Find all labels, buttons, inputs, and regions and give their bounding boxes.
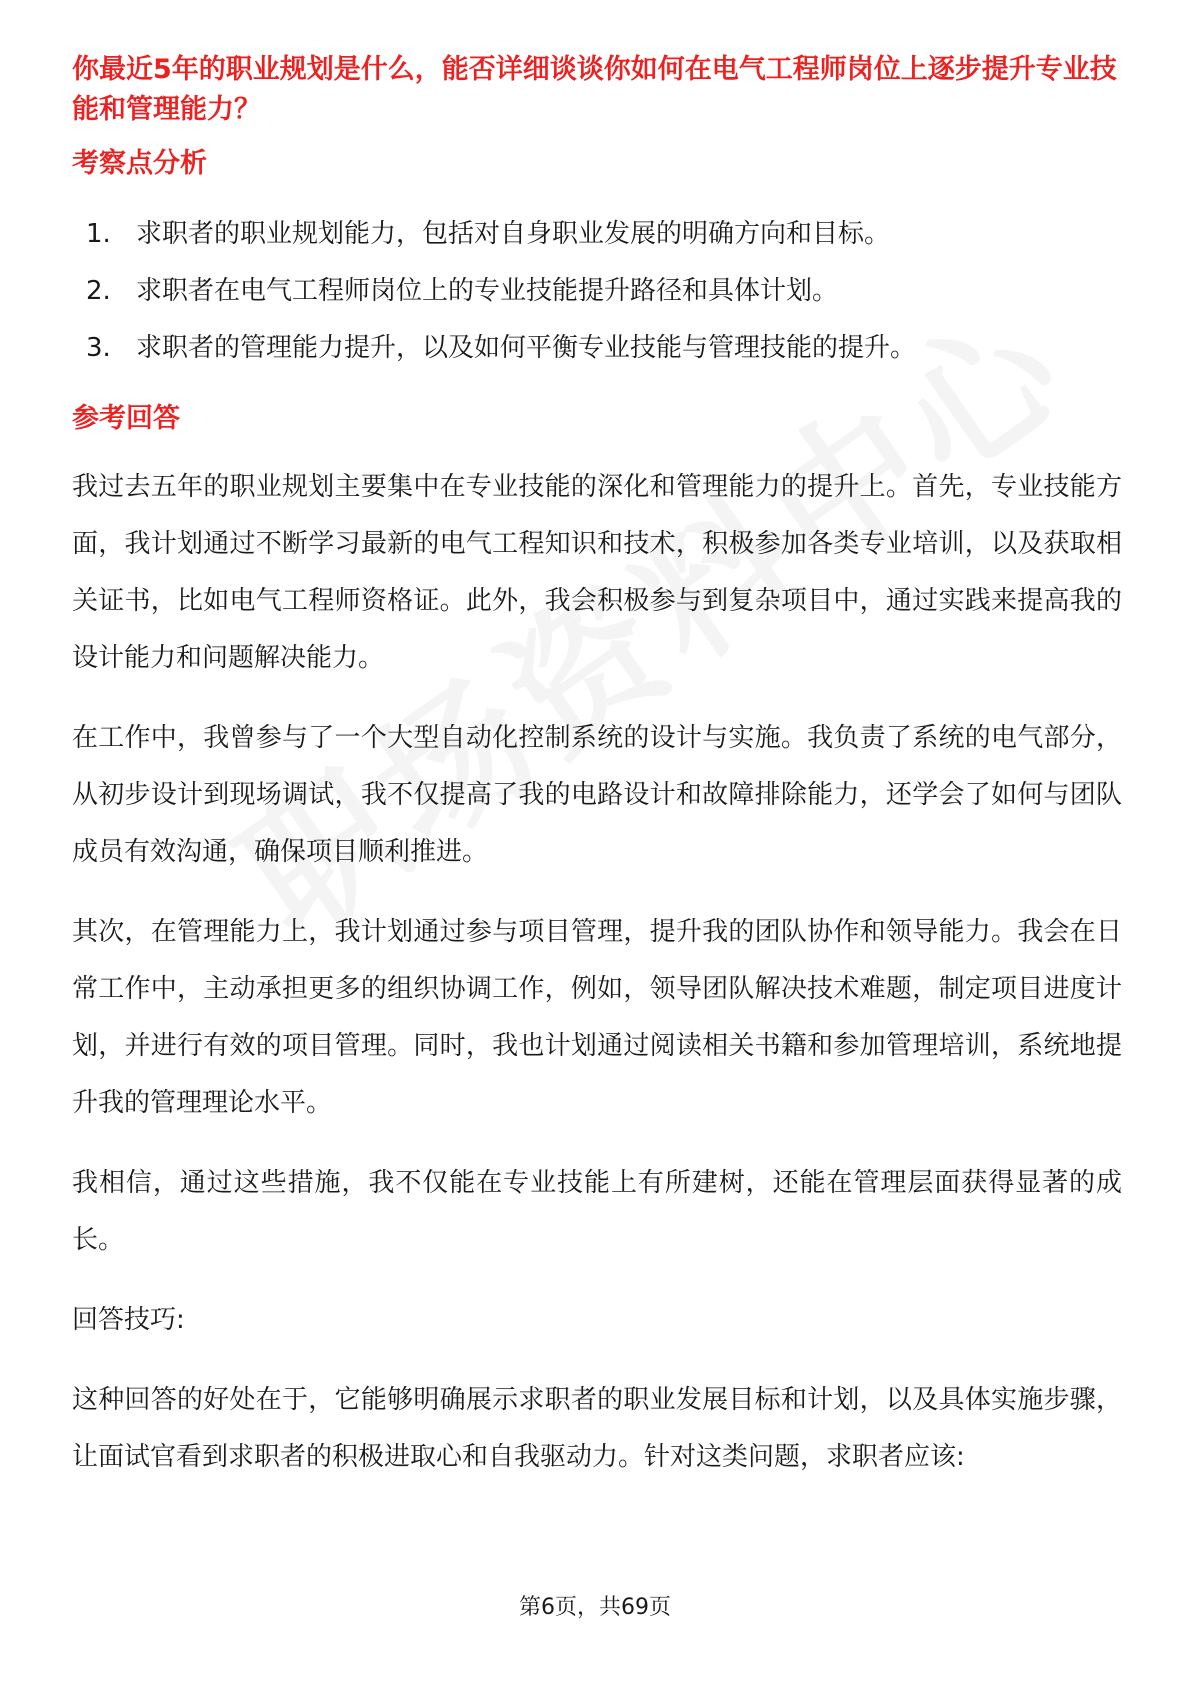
- tips-label: 回答技巧:: [72, 1305, 185, 1335]
- analysis-points-list: [72, 206, 1122, 377]
- answer-title: 参考回答: [72, 403, 180, 434]
- point-number: 2.: [86, 276, 111, 306]
- document-page: [72, 50, 1122, 1486]
- answer-paragraph: 我过去五年的职业规划主要集中在专业技能的深化和管理能力的提升上。首先，专业技能方面，我计划通过不断学习最新的电气工程知识和技术，积极参加各类专业培训，以及获取相关证书，比如电气工程师资格证。此外，我会积极参与到复杂项目中，通过实践来提高我的设计能力和问题解决能力。: [72, 472, 1122, 673]
- point-text: 求职者在电气工程师岗位上的专业技能提升路径和具体计划。: [136, 276, 839, 306]
- answer-paragraph: 我相信，通过这些措施，我不仅能在专业技能上有所建树，还能在管理层面获得显著的成长。: [72, 1168, 1122, 1255]
- analysis-point: [72, 206, 1122, 263]
- tips-paragraph: 这种回答的好处在于，它能够明确展示求职者的职业发展目标和计划，以及具体实施步骤，让面试官看到求职者的积极进取心和自我驱动力。针对这类问题，求职者应该:: [72, 1385, 1122, 1472]
- answer-paragraph: 其次，在管理能力上，我计划通过参与项目管理，提升我的团队协作和领导能力。我会在日常工作中，主动承担更多的组织协调工作，例如，领导团队解决技术难题，制定项目进度计划，并进行有效的项目管理。同时，我也计划通过阅读相关书籍和参加管理培训，系统地提升我的管理理论水平。: [72, 917, 1122, 1118]
- analysis-point: [72, 263, 1122, 320]
- question-heading: 你最近5年的职业规划是什么，能否详细谈谈你如何在电气工程师岗位上逐步提升专业技能和管理能力？: [72, 54, 1117, 125]
- point-number: 3.: [86, 333, 111, 363]
- page-footer: 第6页，共69页: [519, 1595, 671, 1620]
- answer-paragraph: 在工作中，我曾参与了一个大型自动化控制系统的设计与实施。我负责了系统的电气部分，从初步设计到现场调试，我不仅提高了我的电路设计和故障排除能力，还学会了如何与团队成员有效沟通，确保项目顺利推进。: [72, 723, 1122, 867]
- point-text: 求职者的职业规划能力，包括对自身职业发展的明确方向和目标。: [136, 219, 891, 249]
- analysis-title: 考察点分析: [72, 148, 207, 179]
- point-text: 求职者的管理能力提升，以及如何平衡专业技能与管理技能的提升。: [136, 333, 917, 363]
- point-number: 1.: [86, 219, 111, 249]
- analysis-point: [72, 320, 1122, 377]
